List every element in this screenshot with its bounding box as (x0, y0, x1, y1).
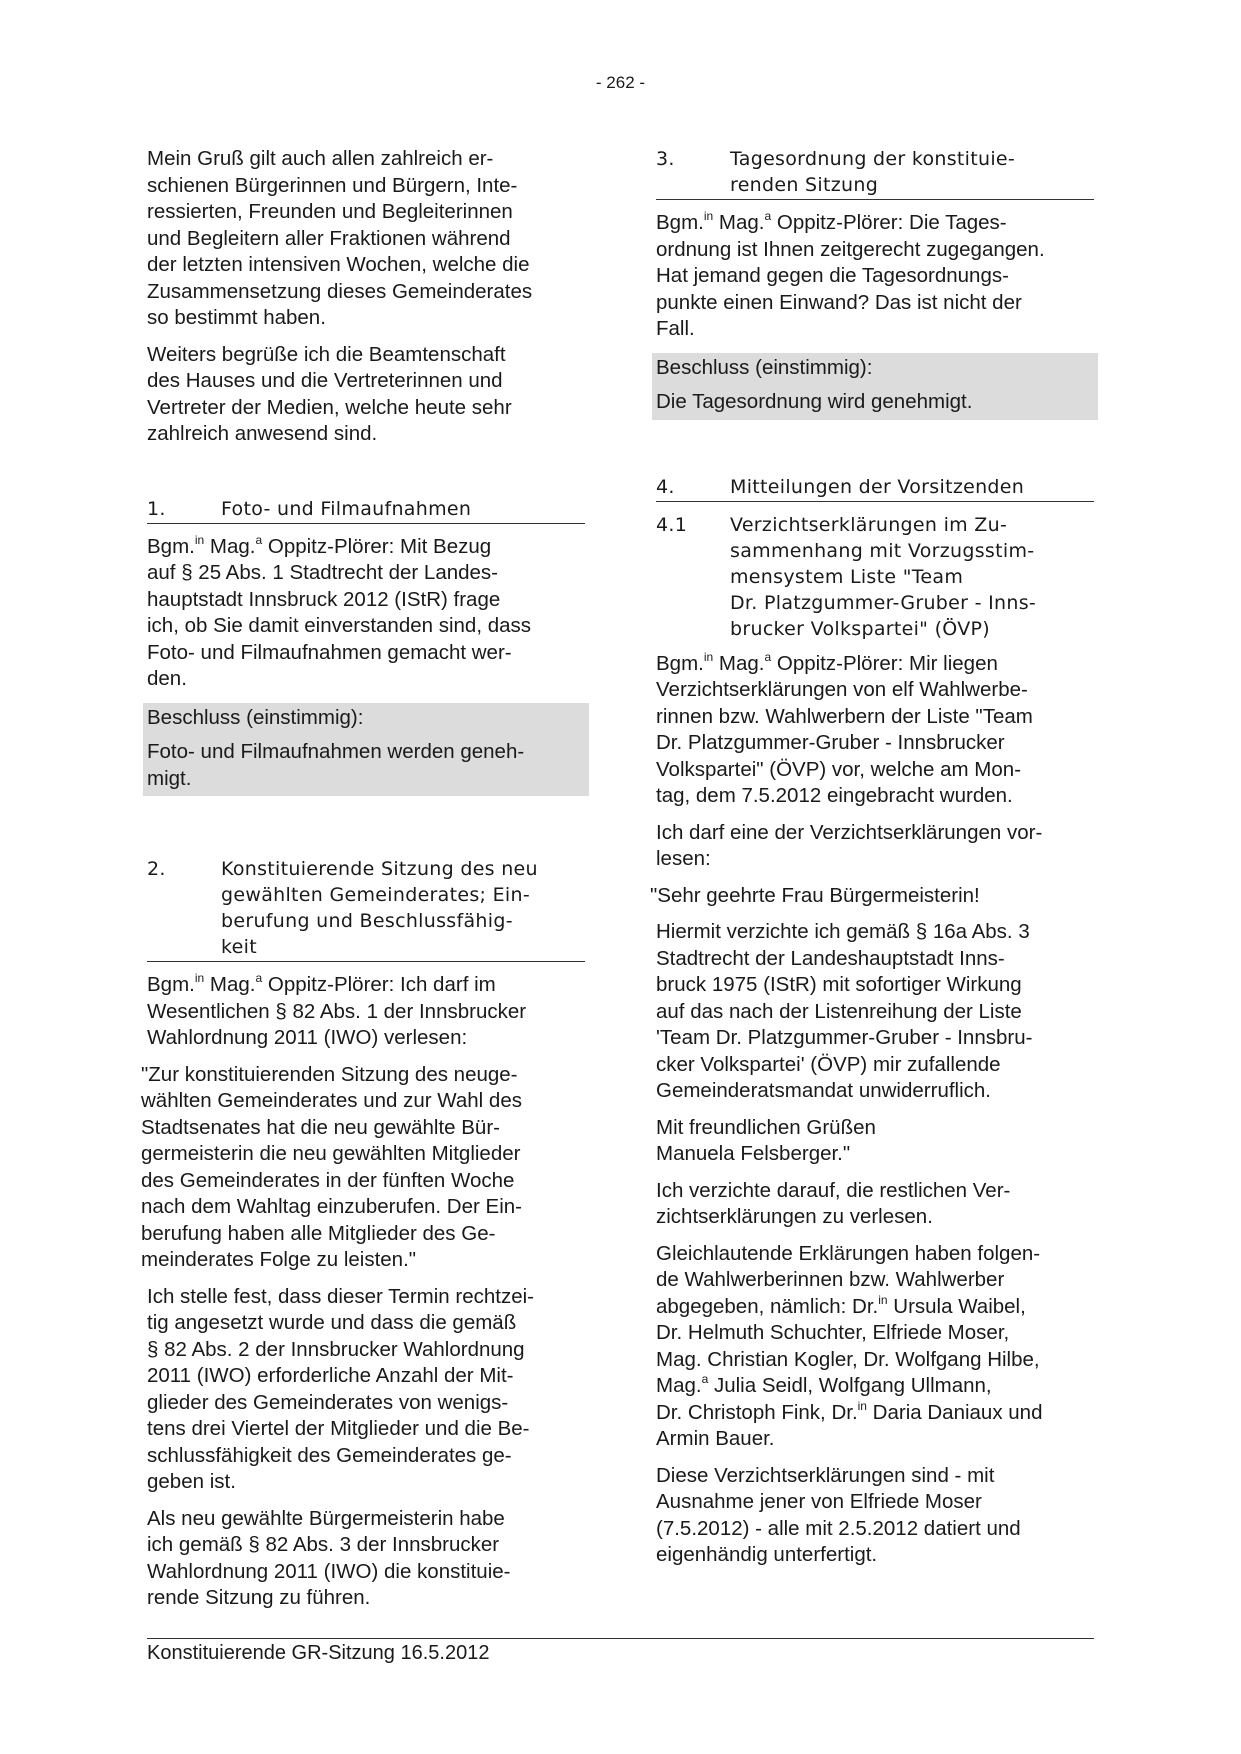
text-line: rinnen bzw. Wahlwerbern der Liste "Team (656, 704, 1033, 728)
text-line: Hiermit verzichte ich gemäß § 16a Abs. 3 (656, 920, 1030, 943)
section-3-number: 3. (656, 148, 675, 170)
text-line: Dr. Platzgummer-Gruber - Inns- (730, 591, 1037, 614)
text-line: des Gemeinderates in der fünften Woche (141, 1168, 515, 1192)
text-line: Wahlordnung 2011 (IWO) die konstituie- (147, 1559, 511, 1583)
text-line: Wahlordnung 2011 (IWO) verlesen: (147, 1026, 468, 1049)
text-line: Tagesordnung der konstituie- (730, 148, 1016, 170)
intro-paragraph-1 (147, 146, 585, 332)
text-line: ordnung ist Ihnen zeitgerecht zugegangen. (656, 237, 1045, 261)
section-4-title (730, 474, 1094, 500)
section-2-statement (147, 972, 585, 1052)
text-line: "Sehr geehrte Frau Bürgermeisterin! (650, 883, 980, 907)
section-1-resolution (143, 703, 589, 797)
text-line: renden Sitzung (730, 174, 879, 196)
text-line: ressierten, Freunden und Begleiterinnen (147, 200, 513, 223)
speaker-line: Bgm.$^{in}$ Mag.$^a$ Oppitz-Plörer: Die Tages- (656, 209, 1007, 234)
text-line: meinderates Folge zu leisten." (141, 1248, 417, 1271)
section-4-1-title (730, 512, 1094, 642)
speaker-line: Bgm.$^{in}$ Mag.$^a$ Oppitz-Plörer: Ich darf im (147, 971, 496, 996)
text-line: zichtserklärungen zu verlesen. (656, 1205, 933, 1228)
text-line: de Wahlwerberinnen bzw. Wahlwerber (656, 1268, 1005, 1291)
text-line: Mitteilungen der Vorsitzenden (730, 475, 1025, 498)
quote-closing (656, 1115, 1094, 1168)
text-line: tig angesetzt wurde und dass die gemäß (147, 1311, 517, 1334)
page-number: - 262 - (595, 73, 646, 92)
text-line: zahlreich anwesend sind. (147, 422, 378, 445)
text-line: Fall. (656, 317, 695, 340)
section-3-heading (656, 146, 1094, 200)
section-4-1-statement (656, 651, 1094, 810)
text-line: Vertreter der Medien, welche heute sehr (147, 395, 512, 419)
text-line: Mit freundlichen Grüßen (656, 1115, 876, 1139)
text-line: wählten Gemeinderates und zur Wahl des (141, 1089, 522, 1112)
right-column (650, 146, 1094, 1579)
section-4-1-number: 4.1 (656, 513, 688, 536)
text-line: Die Tagesordnung wird genehmigt. (656, 390, 973, 413)
text-line: so bestimmt haben. (147, 306, 326, 329)
text-line: Als neu gewählte Bürgermeisterin habe (147, 1506, 505, 1530)
text-line: punkte einen Einwand? Das ist nicht der (656, 290, 1022, 314)
text-line: keit (221, 936, 257, 958)
text-line: bruck 1975 (IStR) mit sofortiger Wirkung (656, 973, 1022, 996)
text-line: Wesentlichen § 82 Abs. 1 der Innsbrucker (147, 999, 527, 1023)
text-line: Hat jemand gegen die Tagesordnungs- (656, 264, 1009, 287)
text-line: Dr. Platzgummer-Gruber - Innsbrucker (656, 731, 1005, 754)
left-column (141, 146, 585, 1622)
section-3-title (730, 146, 1094, 198)
text-line: Verzichtserklärungen von elf Wahlwerbe- (656, 678, 1028, 701)
text-line: tens drei Viertel der Mitglieder und die Be- (147, 1417, 530, 1440)
intro-paragraph-2 (147, 342, 585, 448)
text-line: 2011 (IWO) erforderliche Anzahl der Mit- (147, 1364, 514, 1387)
text-line: schlussfähigkeit des Gemeinderates ge- (147, 1443, 512, 1467)
resolution-text (147, 739, 585, 792)
text-line: und Begleitern aller Fraktionen während (147, 226, 511, 250)
text-line: nach dem Wahltag einzuberufen. Der Ein- (141, 1195, 522, 1218)
text-line: ich gemäß § 82 Abs. 3 der Innsbrucker (147, 1533, 500, 1556)
resolution-label: Beschluss (einstimmig): (656, 355, 873, 379)
section-2-title (221, 856, 585, 960)
text-line: Ausnahme jener von Elfriede Moser (656, 1490, 982, 1513)
section-2-paragraph-3 (147, 1284, 585, 1496)
text-line: glieder des Gemeinderates von wenigs- (147, 1390, 509, 1414)
text-line: brucker Volkspartei" (ÖVP) (730, 617, 990, 640)
text-line: (7.5.2012) - alle mit 2.5.2012 datiert und (656, 1516, 1021, 1540)
text-line: Foto- und Filmaufnahmen (221, 497, 472, 520)
text-line: Volkspartei" (ÖVP) vor, welche am Mon- (656, 757, 1022, 781)
text-line: Mein Gruß gilt auch allen zahlreich er- (147, 147, 494, 170)
text-line: rende Sitzung zu führen. (147, 1586, 371, 1609)
text-line: Stadtrecht der Landeshauptstadt Inns- (656, 946, 1005, 970)
text-line: gewählten Gemeinderates; Ein- (221, 884, 530, 906)
text-line: "Zur konstituierenden Sitzung des neuge- (141, 1062, 518, 1086)
speaker-line: Bgm.$^{in}$ Mag.$^a$ Oppitz-Plörer: Mir liegen (656, 649, 998, 675)
text-line: tag, dem 7.5.2012 eingebracht wurden. (656, 784, 1013, 807)
section-4-1-paragraph-3 (656, 1178, 1094, 1231)
section-2-quote (141, 1062, 585, 1274)
section-4-heading (656, 474, 1094, 502)
text-line: des Hauses und die Vertreterinnen und (147, 369, 503, 392)
text-line: cker Volkspartei' (ÖVP) mir zufallende (656, 1052, 1001, 1076)
text-line: eigenhändig unterfertigt. (656, 1543, 878, 1566)
text-line: schienen Bürgerinnen und Bürgern, Inte- (147, 173, 518, 197)
text-line: berufung und Beschlussfähig- (221, 910, 513, 932)
text-line: Ich darf eine der Verzichtserklärungen vor- (656, 820, 1043, 844)
section-3-statement (656, 210, 1094, 343)
text-line: hauptstadt Innsbruck 2012 (IStR) frage (147, 587, 501, 611)
section-4-1-paragraph-5 (656, 1463, 1094, 1569)
section-2-number: 2. (147, 858, 166, 880)
text-line: Ich verzichte darauf, die restlichen Ver- (656, 1178, 1011, 1202)
text-line: 'Team Dr. Platzgummer-Gruber - Innsbru- (656, 1026, 1033, 1049)
text-line: Gleichlautende Erklärungen haben folgen- (656, 1241, 1041, 1265)
section-4-number: 4. (656, 475, 675, 498)
text-line: Zusammensetzung dieses Gemeinderates (147, 279, 533, 303)
text-line: Foto- und Filmaufnahmen gemacht wer- (147, 640, 512, 664)
text-line: § 82 Abs. 2 der Innsbrucker Wahlordnung (147, 1337, 525, 1361)
text-line: Weiters begrüße ich die Beamtenschaft (147, 342, 506, 366)
text-line: auf das nach der Listenreihung der Liste (656, 999, 1022, 1023)
section-2-heading (147, 856, 585, 962)
speaker-line: Bgm.$^{in}$ Mag.$^a$ Oppitz-Plörer: Mit Bezug (147, 532, 492, 558)
text-line: ich, ob Sie damit einverstanden sind, dass (147, 614, 532, 637)
text-line: berufung haben alle Mitglieder des Ge- (141, 1221, 496, 1245)
text-line: Verzichtserklärungen im Zu- (730, 513, 1008, 536)
text-line: Konstituierende Sitzung des neu (221, 858, 538, 880)
section-4-1-paragraph-2 (656, 820, 1094, 873)
text-line: geben ist. (147, 1470, 236, 1493)
text-line: migt. (147, 766, 192, 790)
text-line: den. (147, 667, 187, 690)
text-line: Stadtsenates hat die neu gewählte Bür- (141, 1115, 500, 1139)
text-line: germeisterin die neu gewählten Mitglieder (141, 1142, 521, 1165)
quote-body (656, 919, 1094, 1105)
section-4-1-paragraph-4: Gleichlautende Erklärungen haben folgen- de Wahlwerberinnen bzw. Wahlwerber abgegeben, nämlich: Dr.$^{in}$ Ursula Waibel, Dr. Helmuth Schuchter, Elfriede Moser, Mag. Christian Kogler, Dr. Wolfgang Hilbe, Mag.$^a$ Julia Seidl, Wolfgang Ullmann, Dr. Christoph Fink, Dr.$^{in}$ Daria Daniaux und Armin Bauer. (656, 1241, 1094, 1453)
text-line: Ich stelle fest, dass dieser Termin rechtzei- (147, 1284, 534, 1308)
section-1-heading (147, 496, 585, 524)
resolution-label: Beschluss (einstimmig): (147, 705, 364, 729)
section-3-resolution (652, 353, 1098, 420)
text-line: Gemeinderatsmandat unwiderruflich. (656, 1079, 991, 1102)
section-1-statement (147, 534, 585, 693)
section-1-number: 1. (147, 497, 166, 520)
section-2-paragraph-4 (147, 1506, 585, 1612)
resolution-text (656, 389, 1094, 416)
text-line: lesen: (656, 847, 711, 870)
section-1-title (221, 496, 585, 522)
text-line: Diese Verzichtserklärungen sind - mit (656, 1463, 995, 1487)
section-4-1-heading (656, 512, 1094, 643)
text-line: Foto- und Filmaufnahmen werden geneh- (147, 740, 525, 763)
text-line: mensystem Liste "Team (730, 565, 964, 588)
quote-salutation (650, 883, 1094, 910)
text-line: auf § 25 Abs. 1 Stadtrecht der Landes- (147, 561, 499, 584)
text-line: der letzten intensiven Wochen, welche die (147, 253, 530, 276)
text-line: sammenhang mit Vorzugsstim- (730, 539, 1035, 562)
page-footer: Konstituierende GR-Sitzung 16.5.2012 (147, 1638, 1094, 1665)
text-line: Manuela Felsberger." (656, 1142, 851, 1165)
